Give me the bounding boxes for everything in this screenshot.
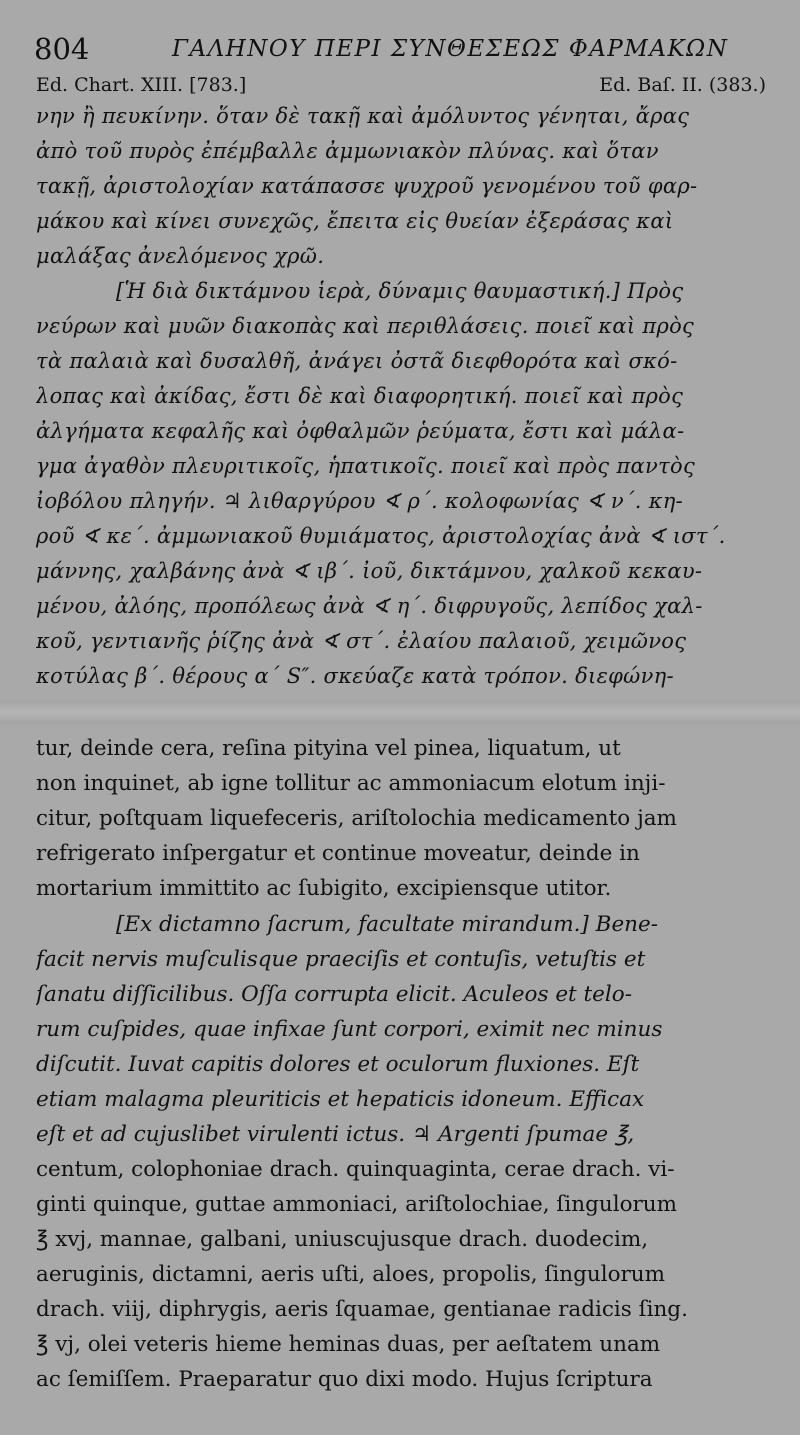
greek-line: ἀλγήματα κεφαλῆς καὶ ὀφθαλμῶν ῥεύματα, ἔστι καὶ μάλα-: [36, 419, 685, 443]
greek-line: τὰ παλαιὰ καὶ δυσαλθῆ, ἀνάγει ὀστᾶ διεφθορότα καὶ σκό-: [36, 349, 678, 373]
greek-line: νην ἢ πευκίνην. ὅταν δὲ τακῇ καὶ ἀμόλυντος γένηται, ἄρας: [36, 104, 690, 128]
greek-line: μάκου καὶ κίνει συνεχῶς, ἔπειτα εἰς θυείαν ἐξεράσας καὶ: [36, 209, 674, 233]
greek-line: λοπας καὶ ἀκίδας, ἔστι δὲ καὶ διαφορητική. ποιεῖ καὶ πρὸς: [36, 384, 684, 408]
latin-line: refrigerato inſpergatur et continue moveatur, deinde in: [36, 841, 640, 866]
latin-line: etiam malagma pleuriticis et hepaticis idoneum. Efficax: [36, 1087, 645, 1112]
latin-line: [Ex dictamno ſacrum, facultate mirandum.] Bene-: [116, 912, 659, 937]
edition-line: [36, 74, 766, 102]
scan-seam: [0, 700, 800, 724]
edition-chart: Ed. Chart. XIII. [783.]: [36, 74, 247, 96]
greek-line: τακῇ, ἀριστολοχίαν κατάπασσε ψυχροῦ γενομένου τοῦ φαρ-: [36, 174, 698, 198]
page-header: [30, 30, 770, 66]
latin-line: mortarium immittito ac ſubigito, excipiensque utitor.: [36, 876, 612, 901]
greek-line: ἰοβόλου πληγήν. ♃ λιθαργύρου ∢ ρ΄. κολοφωνίας ∢ ν΄. κη-: [36, 489, 684, 513]
latin-line: drach. viij, diphrygis, aeris ſquamae, gentianae radicis ſing.: [36, 1297, 688, 1322]
greek-line: μαλάξας ἀνελόμενος χρῶ.: [36, 244, 325, 268]
latin-line: diſcutit. Iuvat capitis dolores et oculorum fluxiones. Eſt: [36, 1052, 640, 1077]
page-number: 804: [34, 32, 90, 66]
greek-line: κοῦ, γεντιανῆς ῥίζης ἀνὰ ∢ στ΄. ἐλαίου παλαιοῦ, χειμῶνος: [36, 629, 687, 653]
greek-line: γμα ἀγαθὸν πλευριτικοῖς, ἡπατικοῖς. ποιεῖ καὶ πρὸς παντὸς: [36, 454, 696, 478]
greek-line: ἀπὸ τοῦ πυρὸς ἐπέμβαλλε ἀμμωνιακὸν πλύνας. καὶ ὅταν: [36, 139, 659, 163]
edition-basel: Ed. Baſ. II. (383.): [599, 74, 766, 96]
latin-line: aeruginis, dictamni, aeris uſti, aloes, propolis, ſingulorum: [36, 1262, 666, 1287]
latin-line: rum cuſpides, quae infixae ſunt corpori, eximit nec minus: [36, 1017, 663, 1042]
greek-line: ροῦ ∢ κε΄. ἀμμωνιακοῦ θυμιάματος, ἀριστολοχίας ἀνὰ ∢ ιστ΄.: [36, 524, 726, 548]
greek-line: νεύρων καὶ μυῶν διακοπὰς καὶ περιθλάσεις. ποιεῖ καὶ πρὸς: [36, 314, 695, 338]
greek-line: μένου, ἀλόης, προπόλεως ἀνὰ ∢ η΄. διφρυγοῦς, λεπίδος χαλ-: [36, 594, 703, 618]
latin-line: citur, poſtquam liquefeceris, ariſtolochia medicamento jam: [36, 806, 677, 831]
latin-line: ginti quinque, guttae ammoniaci, ariſtolochiae, ſingulorum: [36, 1192, 678, 1217]
latin-line: ℥ vj, olei veteris hieme heminas duas, per aeſtatem unam: [36, 1332, 661, 1357]
latin-line: centum, colophoniae drach. quinquaginta, cerae drach. vi-: [36, 1157, 675, 1182]
latin-line: facit nervis muſculisque praeciſis et contuſis, vetuſtis et: [36, 947, 646, 972]
latin-line: ac ſemiſſem. Praeparatur quo dixi modo. Hujus ſcriptura: [36, 1367, 653, 1392]
greek-line: κοτύλας β΄. θέρους α΄ S″. σκεύαζε κατὰ τρόπον. διεφώνη-: [36, 664, 674, 688]
latin-line: eſt et ad cujuslibet virulenti ictus. ♃ Argenti ſpumae ℥,: [36, 1122, 635, 1147]
latin-line: tur, deinde cera, reſina pityina vel pinea, liquatum, ut: [36, 736, 621, 761]
latin-line: ℥ xvj, mannae, galbani, uniuscujusque drach. duodecim,: [36, 1227, 649, 1252]
greek-line: μάννης, χαλβάνης ἀνὰ ∢ ιβ΄. ἰοῦ, δικτάμνου, χαλκοῦ κεκαυ-: [36, 559, 703, 583]
latin-line: non inquinet, ab igne tollitur ac ammoniacum elotum inji-: [36, 771, 666, 796]
running-title: ΓΑΛΗΝΟΥ ΠΕΡΙ ΣΥΝΘΕΣΕΩΣ ΦΑΡΜΑΚΩΝ: [172, 36, 729, 62]
latin-line: ſanatu diſſicilibus. Oſſa corrupta elicit. Aculeos et telo-: [36, 982, 632, 1007]
greek-line: [Ἡ διὰ δικτάμνου ἱερὰ, δύναμις θαυμαστική.] Πρὸς: [116, 279, 684, 303]
